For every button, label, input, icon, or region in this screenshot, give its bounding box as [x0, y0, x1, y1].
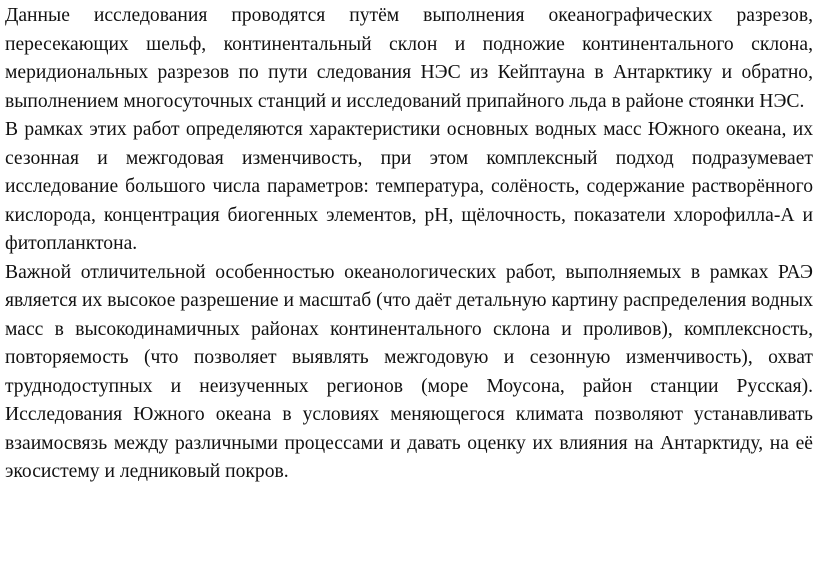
paragraph-distinctive-features: Важной отличительной особенностью океанологических работ, выполняемых в рамках РАЭ является их высокое разрешение и масштаб (что даёт детальную картину распределения водных масс в высокодинамичных районах континентального склона и проливов), комплексность, повторяемость (что позволяет выявлять межгодовую и сезонную изменчивость), охват труднодоступных и неизученных регионов (море Моусона, район станции Русская). Исследования Южного океана в условиях меняющегося климата позволяют устанавливать взаимосвязь между различными процессами и давать оценку их влияния на Антарктиду, на её экосистему и ледниковый покров.	[5, 261, 813, 482]
paragraph-research-methods: Данные исследования проводятся путём выполнения океанографических разрезов, пересекающих шельф, континентальный склон и подножие континентального склона, меридиональных разрезов по пути следования НЭС из Кейптауна в Антарктику и обратно, выполнением многосуточных станций и исследований припайного льда в районе стоянки НЭС.	[5, 5, 813, 112]
paragraph-water-mass-characteristics: В рамках этих работ определяются характеристики основных водных масс Южного океана, их сезонная и межгодовая изменчивость, при этом комплексный подход подразумевает исследование большого числа параметров: температура, солёность, содержание растворённого кислорода, концентрация биогенных элементов, pH, щёлочность, показатели хлорофилла-А и фитопланктона.	[5, 119, 813, 254]
